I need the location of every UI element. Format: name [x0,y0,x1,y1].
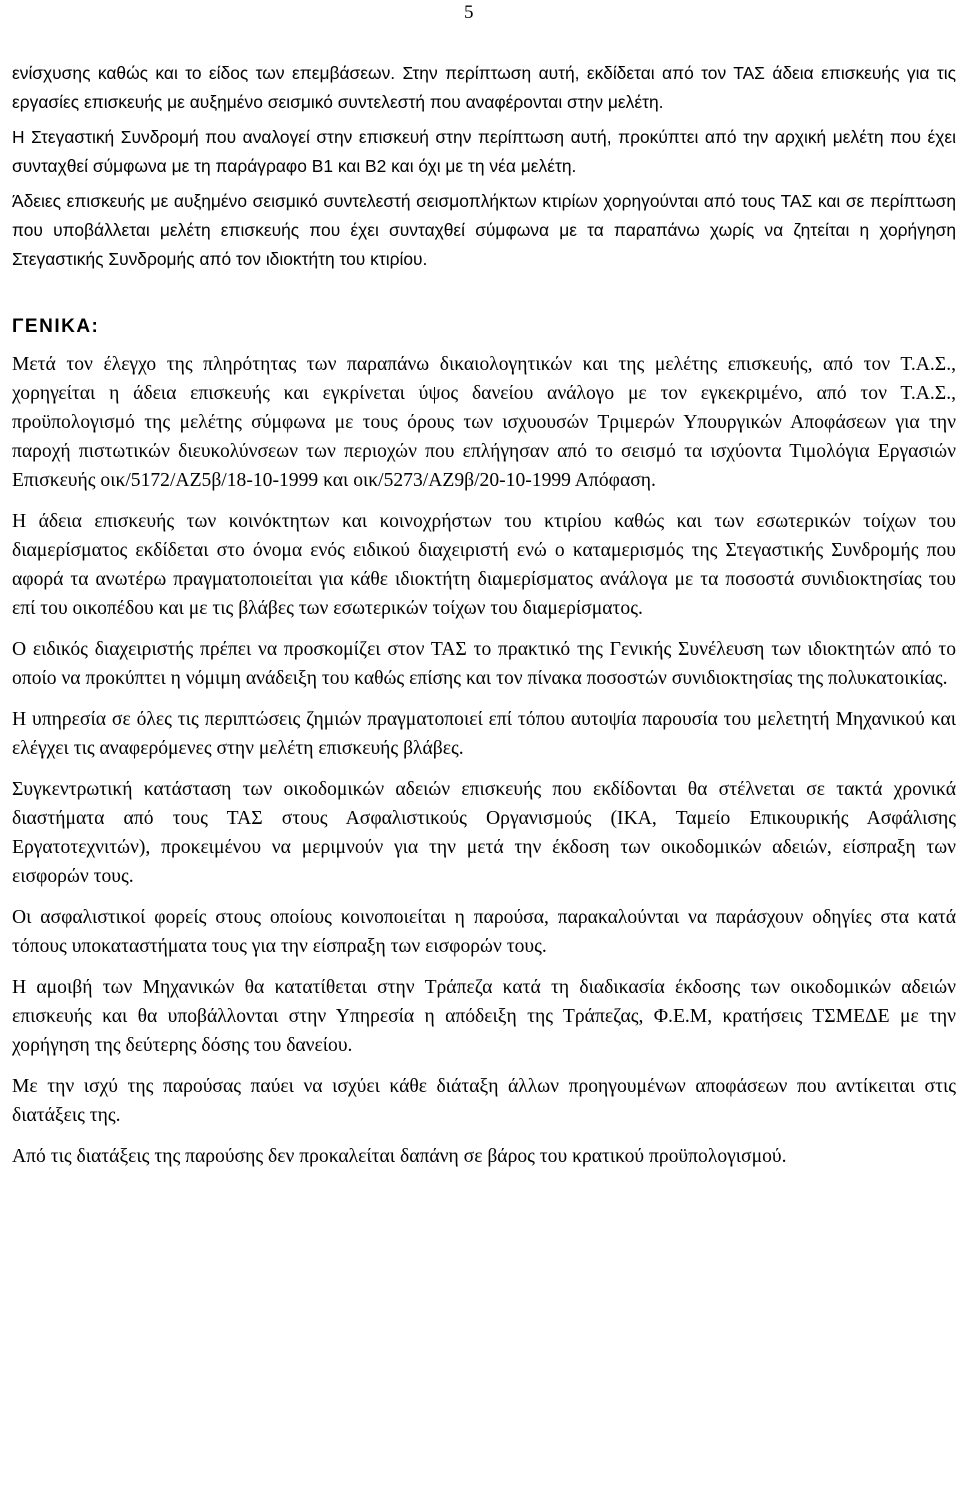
page-number: 5 [464,2,474,23]
document-body [12,59,956,1171]
paragraph-special-administrator: Ο ειδικός διαχειριστής πρέπει να προσκομίζει στον ΤΑΣ το πρακτικό της Γενικής Συνέλευση των ιδιοκτητών από το οποίο να προκύπτει η νόμιμη ανάδειξη του καθώς επίσης και τον πίνακα ποσοστών συνιδιοκτησίας της πολυκατοικίας. [12,639,956,689]
paragraph-insurance-bodies: Οι ασφαλιστικοί φορείς στους οποίους κοινοποιείται η παρούσα, παρακαλούνται να παράσχουν οδηγίες στα κατά τόπους υποκαταστήματα τους για την είσπραξη των εισφορών τους. [12,907,956,957]
paragraph-common-areas: Η άδεια επισκευής των κοινόκτητων και κοινοχρήστων του κτιρίου καθώς και των εσωτερικών τοίχων του διαμερίσματος εκδίδεται στο όνομα ενός ειδικού διαχειριστή ενώ ο καταμερισμός της Στεγαστικής Συνδρομής που αφορά τα ανωτέρω πραγματοποιείται για κάθε ιδιοκτήτη διαμερίσματος ανάλογα με τα ποσοστά συνιδιοκτησίας του επί του οικοπέδου και με τις βλάβες των εσωτερικών τοίχων του διαμερίσματος. [12,511,956,619]
paragraph-engineer-fees: Η αμοιβή των Μηχανικών θα κατατίθεται στην Τράπεζα κατά τη διαδικασία έκδοσης των οικοδομικών αδειών επισκευής και θα υποβάλλονται στην Υπηρεσία η απόδειξη της Τράπεζας, Φ.Ε.Μ, κρατήσεις ΤΣΜΕΔΕ με την χορήγηση της δεύτερης δόσης του δανείου. [12,977,956,1056]
paragraph-budget: Από τις διατάξεις της παρούσης δεν προκαλείται δαπάνη σε βάρος του κρατικού προϋπολογισμού. [12,1146,787,1167]
paragraph-general-approval: Μετά τον έλεγχο της πληρότητας των παραπάνω δικαιολογητικών και της μελέτης επισκευής, από τον Τ.Α.Σ., χορηγείται η άδεια επισκευής και εγκρίνεται ύψος δανείου ανάλογο με τον εγκεκριμένο, από τον Τ.Α.Σ., προϋπολογισμό της μελέτης σύμφωνα με τους όρους των ισχυουσών Τριμερών Υπουργικών Αποφάσεων για την παροχή πιστωτικών διευκολύνσεων των περιοχών που επλήγησαν από το σεισμό τα ισχύοντα Τιμολόγια Εργασιών Επισκευής οικ/5172/ΑΖ5β/18-10-1999 και οικ/5273/ΑΖ9β/20-10-1999 Απόφαση. [12,354,956,491]
section-heading: ΓΕΝΙΚΑ: [12,316,100,337]
paragraph-housing-assistance: Η Στεγαστική Συνδρομή που αναλογεί στην επισκευή στην περίπτωση αυτή, προκύπτει από την αρχική μελέτη που έχει συνταχθεί σύμφωνα με τη παράγραφο Β1 και Β2 και όχι με τη νέα μελέτη. [12,127,956,176]
paragraph-continuation: ενίσχυσης καθώς και το είδος των επεμβάσεων. Στην περίπτωση αυτή, εκδίδεται από τον ΤΑΣ άδεια επισκευής για τις εργασίες επισκευής με αυξημένο σεισμικό συντελεστή που αναφέρονται στην μελέτη. [12,63,956,112]
paragraph-repair-permits: Άδειες επισκευής με αυξημένο σεισμικό συντελεστή σεισμοπλήκτων κτιρίων χορηγούνται από τους ΤΑΣ και σε περίπτωση που υποβάλλεται μελέτη επισκευής που έχει συνταχθεί σύμφωνα με τα παραπάνω χωρίς να ζητείται η χορήγηση Στεγαστικής Συνδρομής από τον ιδιοκτήτη του κτιρίου. [12,191,956,269]
paragraph-repeal: Με την ισχύ της παρούσας παύει να ισχύει κάθε διάταξη άλλων προηγουμένων αποφάσεων που αντίκειται στις διατάξεις της. [12,1076,956,1126]
paragraph-inspection: Η υπηρεσία σε όλες τις περιπτώσεις ζημιών πραγματοποιεί επί τόπου αυτοψία παρουσία του μελετητή Μηχανικού και ελέγχει τις αναφερόμενες στην μελέτη επισκευής βλάβες. [12,709,956,759]
paragraph-summary-report: Συγκεντρωτική κατάσταση των οικοδομικών αδειών επισκευής που εκδίδονται θα στέλνεται σε τακτά χρονικά διαστήματα από τους ΤΑΣ στους Ασφαλιστικούς Οργανισμούς (ΙΚΑ, Ταμείο Επικουρικής Ασφάλισης Εργατοτεχνιτών), προκειμένου να μεριμνούν για την μετά την έκδοση των οικοδομικών αδειών, είσπραξη των εισφορών τους. [12,779,956,887]
